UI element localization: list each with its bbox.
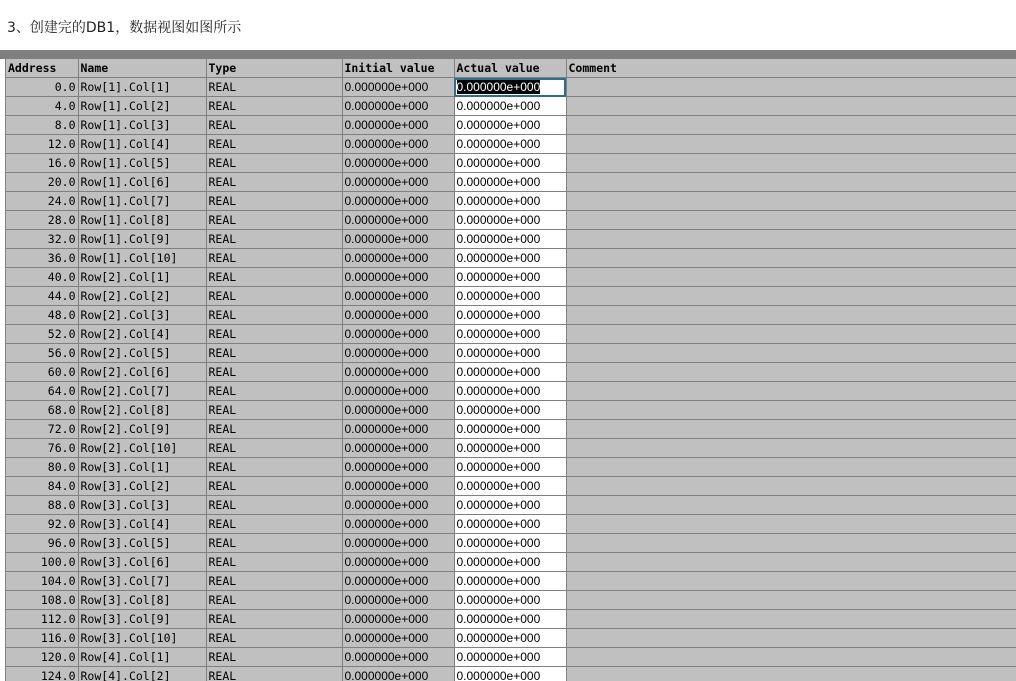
address-cell: 64.0 (6, 382, 78, 401)
table-row[interactable] (6, 553, 1016, 572)
table-row[interactable] (6, 287, 1016, 306)
type-cell: REAL (206, 648, 342, 667)
actual-value-cell[interactable]: 0.000000e+000 (454, 230, 566, 249)
name-cell: Row[4].Col[2] (78, 667, 206, 681)
comment-cell[interactable] (566, 230, 1016, 249)
name-cell: Row[1].Col[9] (78, 230, 206, 249)
column-header-type[interactable]: Type (206, 59, 342, 78)
address-cell: 76.0 (6, 439, 78, 458)
name-cell: Row[3].Col[5] (78, 534, 206, 553)
name-cell: Row[2].Col[4] (78, 325, 206, 344)
actual-value-cell[interactable]: 0.000000e+000 (454, 249, 566, 268)
name-cell: Row[3].Col[7] (78, 572, 206, 591)
actual-value-cell[interactable]: 0.000000e+000 (454, 477, 566, 496)
comment-cell[interactable] (566, 344, 1016, 363)
comment-cell[interactable] (566, 591, 1016, 610)
initial-value-cell: 0.000000e+000 (342, 211, 454, 230)
initial-value-cell: 0.000000e+000 (342, 97, 454, 116)
actual-value-cell[interactable]: 0.000000e+000 (454, 325, 566, 344)
comment-cell[interactable] (566, 154, 1016, 173)
actual-value-cell[interactable]: 0.000000e+000 (454, 135, 566, 154)
initial-value-cell: 0.000000e+000 (342, 249, 454, 268)
actual-value-cell[interactable]: 0.000000e+000 (454, 287, 566, 306)
comment-cell[interactable] (566, 458, 1016, 477)
table-row[interactable] (6, 363, 1016, 382)
type-cell: REAL (206, 553, 342, 572)
type-cell: REAL (206, 287, 342, 306)
actual-value-cell[interactable]: 0.000000e+000 (454, 382, 566, 401)
comment-cell[interactable] (566, 135, 1016, 154)
type-cell: REAL (206, 173, 342, 192)
type-cell: REAL (206, 97, 342, 116)
actual-value-cell[interactable]: 0.000000e+000 (454, 306, 566, 325)
header-row (6, 59, 1016, 78)
address-cell: 36.0 (6, 249, 78, 268)
address-cell: 72.0 (6, 420, 78, 439)
comment-cell[interactable] (566, 382, 1016, 401)
name-cell: Row[1].Col[10] (78, 249, 206, 268)
table-row[interactable] (6, 667, 1016, 681)
comment-cell[interactable] (566, 496, 1016, 515)
actual-value-cell[interactable]: 0.000000e+000 (454, 439, 566, 458)
initial-value-cell: 0.000000e+000 (342, 287, 454, 306)
type-cell: REAL (206, 268, 342, 287)
address-cell: 32.0 (6, 230, 78, 249)
name-cell: Row[2].Col[2] (78, 287, 206, 306)
table-row[interactable] (6, 268, 1016, 287)
comment-cell[interactable] (566, 534, 1016, 553)
name-cell: Row[3].Col[10] (78, 629, 206, 648)
name-cell: Row[2].Col[3] (78, 306, 206, 325)
table-row[interactable] (6, 306, 1016, 325)
table-row[interactable] (6, 382, 1016, 401)
type-cell: REAL (206, 515, 342, 534)
comment-cell[interactable] (566, 648, 1016, 667)
type-cell: REAL (206, 477, 342, 496)
type-cell: REAL (206, 629, 342, 648)
initial-value-cell: 0.000000e+000 (342, 648, 454, 667)
type-cell: REAL (206, 420, 342, 439)
table-row[interactable] (6, 344, 1016, 363)
name-cell: Row[2].Col[5] (78, 344, 206, 363)
name-cell: Row[1].Col[4] (78, 135, 206, 154)
name-cell: Row[3].Col[4] (78, 515, 206, 534)
actual-value-cell[interactable]: 0.000000e+000 (454, 629, 566, 648)
table-row[interactable] (6, 458, 1016, 477)
initial-value-cell: 0.000000e+000 (342, 268, 454, 287)
name-cell: Row[2].Col[9] (78, 420, 206, 439)
initial-value-cell: 0.000000e+000 (342, 458, 454, 477)
table-row[interactable] (6, 572, 1016, 591)
address-cell: 12.0 (6, 135, 78, 154)
name-cell: Row[1].Col[6] (78, 173, 206, 192)
column-header-address[interactable]: Address (6, 59, 78, 78)
actual-value-cell[interactable]: 0.000000e+000 (454, 667, 566, 681)
initial-value-cell: 0.000000e+000 (342, 401, 454, 420)
comment-cell[interactable] (566, 401, 1016, 420)
name-cell: Row[2].Col[10] (78, 439, 206, 458)
type-cell: REAL (206, 306, 342, 325)
selected-text: 0.000000e+000 (456, 80, 541, 94)
initial-value-cell: 0.000000e+000 (342, 610, 454, 629)
type-cell: REAL (206, 249, 342, 268)
comment-cell[interactable] (566, 97, 1016, 116)
type-cell: REAL (206, 325, 342, 344)
caption-text: 3、创建完的DB1，数据视图如图所示 (7, 20, 242, 36)
address-cell: 100.0 (6, 553, 78, 572)
initial-value-cell: 0.000000e+000 (342, 572, 454, 591)
name-cell: Row[1].Col[7] (78, 192, 206, 211)
type-cell: REAL (206, 344, 342, 363)
initial-value-cell: 0.000000e+000 (342, 477, 454, 496)
comment-cell[interactable] (566, 629, 1016, 648)
initial-value-cell: 0.000000e+000 (342, 363, 454, 382)
address-cell: 120.0 (6, 648, 78, 667)
type-cell: REAL (206, 211, 342, 230)
actual-value-cell[interactable]: 0.000000e+000 (454, 97, 566, 116)
actual-value-cell[interactable]: 0.000000e+000 (454, 591, 566, 610)
table-row[interactable] (6, 97, 1016, 116)
name-cell: Row[4].Col[1] (78, 648, 206, 667)
address-cell: 56.0 (6, 344, 78, 363)
address-cell: 112.0 (6, 610, 78, 629)
actual-value-cell[interactable]: 0.000000e+000 (454, 420, 566, 439)
window-frame-bar (0, 50, 1016, 59)
initial-value-cell: 0.000000e+000 (342, 553, 454, 572)
actual-value-cell[interactable] (454, 78, 566, 97)
type-cell: REAL (206, 192, 342, 211)
name-cell: Row[3].Col[2] (78, 477, 206, 496)
type-cell: REAL (206, 534, 342, 553)
comment-cell[interactable] (566, 192, 1016, 211)
name-cell: Row[1].Col[3] (78, 116, 206, 135)
actual-value-cell[interactable]: 0.000000e+000 (454, 344, 566, 363)
actual-value-cell[interactable]: 0.000000e+000 (454, 401, 566, 420)
column-header-actual-value[interactable]: Actual value (454, 59, 566, 78)
table-row[interactable] (6, 192, 1016, 211)
table-row[interactable] (6, 420, 1016, 439)
initial-value-cell: 0.000000e+000 (342, 382, 454, 401)
name-cell: Row[3].Col[6] (78, 553, 206, 572)
table-row[interactable] (6, 154, 1016, 173)
initial-value-cell: 0.000000e+000 (342, 667, 454, 681)
initial-value-cell: 0.000000e+000 (342, 629, 454, 648)
table-row[interactable] (6, 325, 1016, 344)
name-cell: Row[3].Col[9] (78, 610, 206, 629)
column-header-name[interactable]: Name (78, 59, 206, 78)
table-row[interactable] (6, 116, 1016, 135)
column-header-initial-value[interactable]: Initial value (342, 59, 454, 78)
actual-value-cell[interactable]: 0.000000e+000 (454, 610, 566, 629)
type-cell: REAL (206, 439, 342, 458)
address-cell: 28.0 (6, 211, 78, 230)
comment-cell[interactable] (566, 439, 1016, 458)
table-row[interactable] (6, 249, 1016, 268)
initial-value-cell: 0.000000e+000 (342, 116, 454, 135)
comment-cell[interactable] (566, 268, 1016, 287)
actual-value-cell[interactable]: 0.000000e+000 (454, 515, 566, 534)
type-cell: REAL (206, 382, 342, 401)
table-row[interactable] (6, 629, 1016, 648)
name-cell: Row[1].Col[5] (78, 154, 206, 173)
type-cell: REAL (206, 610, 342, 629)
type-cell: REAL (206, 363, 342, 382)
comment-cell[interactable] (566, 78, 1016, 97)
table-row[interactable] (6, 515, 1016, 534)
actual-value-cell[interactable]: 0.000000e+000 (454, 534, 566, 553)
type-cell: REAL (206, 154, 342, 173)
address-cell: 108.0 (6, 591, 78, 610)
table-row[interactable] (6, 78, 1016, 97)
initial-value-cell: 0.000000e+000 (342, 306, 454, 325)
address-cell: 116.0 (6, 629, 78, 648)
initial-value-cell: 0.000000e+000 (342, 78, 454, 97)
name-cell: Row[1].Col[1] (78, 78, 206, 97)
table-row[interactable] (6, 591, 1016, 610)
initial-value-cell: 0.000000e+000 (342, 344, 454, 363)
address-cell: 84.0 (6, 477, 78, 496)
type-cell: REAL (206, 116, 342, 135)
initial-value-cell: 0.000000e+000 (342, 135, 454, 154)
type-cell: REAL (206, 591, 342, 610)
name-cell: Row[3].Col[3] (78, 496, 206, 515)
address-cell: 44.0 (6, 287, 78, 306)
initial-value-cell: 0.000000e+000 (342, 591, 454, 610)
name-cell: Row[2].Col[1] (78, 268, 206, 287)
address-cell: 88.0 (6, 496, 78, 515)
table-row[interactable] (6, 230, 1016, 249)
comment-cell[interactable] (566, 306, 1016, 325)
comment-cell[interactable] (566, 287, 1016, 306)
comment-cell[interactable] (566, 211, 1016, 230)
address-cell: 48.0 (6, 306, 78, 325)
address-cell: 20.0 (6, 173, 78, 192)
actual-value-cell[interactable]: 0.000000e+000 (454, 192, 566, 211)
actual-value-cell[interactable]: 0.000000e+000 (454, 496, 566, 515)
comment-cell[interactable] (566, 249, 1016, 268)
address-cell: 16.0 (6, 154, 78, 173)
comment-cell[interactable] (566, 116, 1016, 135)
initial-value-cell: 0.000000e+000 (342, 534, 454, 553)
name-cell: Row[1].Col[2] (78, 97, 206, 116)
data-table (6, 59, 1016, 681)
name-cell: Row[2].Col[8] (78, 401, 206, 420)
comment-cell[interactable] (566, 515, 1016, 534)
table-row[interactable] (6, 211, 1016, 230)
actual-value-cell[interactable]: 0.000000e+000 (454, 648, 566, 667)
actual-value-cell[interactable]: 0.000000e+000 (454, 363, 566, 382)
table-row[interactable] (6, 648, 1016, 667)
initial-value-cell: 0.000000e+000 (342, 154, 454, 173)
initial-value-cell: 0.000000e+000 (342, 173, 454, 192)
initial-value-cell: 0.000000e+000 (342, 230, 454, 249)
name-cell: Row[3].Col[8] (78, 591, 206, 610)
name-cell: Row[2].Col[6] (78, 363, 206, 382)
initial-value-cell: 0.000000e+000 (342, 420, 454, 439)
type-cell: REAL (206, 135, 342, 154)
address-cell: 0.0 (6, 78, 78, 97)
comment-cell[interactable] (566, 572, 1016, 591)
address-cell: 4.0 (6, 97, 78, 116)
address-cell: 92.0 (6, 515, 78, 534)
type-cell: REAL (206, 78, 342, 97)
address-cell: 80.0 (6, 458, 78, 477)
table-row[interactable] (6, 534, 1016, 553)
comment-cell[interactable] (566, 667, 1016, 681)
initial-value-cell: 0.000000e+000 (342, 496, 454, 515)
actual-value-cell[interactable]: 0.000000e+000 (454, 553, 566, 572)
actual-value-cell[interactable]: 0.000000e+000 (454, 458, 566, 477)
address-cell: 124.0 (6, 667, 78, 681)
actual-value-cell[interactable]: 0.000000e+000 (454, 572, 566, 591)
comment-cell[interactable] (566, 420, 1016, 439)
address-cell: 96.0 (6, 534, 78, 553)
table-row[interactable] (6, 173, 1016, 192)
initial-value-cell: 0.000000e+000 (342, 325, 454, 344)
name-cell: Row[2].Col[7] (78, 382, 206, 401)
comment-cell[interactable] (566, 173, 1016, 192)
name-cell: Row[1].Col[8] (78, 211, 206, 230)
actual-value-cell[interactable]: 0.000000e+000 (454, 154, 566, 173)
comment-cell[interactable] (566, 553, 1016, 572)
initial-value-cell: 0.000000e+000 (342, 192, 454, 211)
table-row[interactable] (6, 496, 1016, 515)
type-cell: REAL (206, 458, 342, 477)
type-cell: REAL (206, 496, 342, 515)
type-cell: REAL (206, 401, 342, 420)
actual-value-cell[interactable]: 0.000000e+000 (454, 268, 566, 287)
initial-value-cell: 0.000000e+000 (342, 439, 454, 458)
table-row[interactable] (6, 401, 1016, 420)
actual-value-cell[interactable]: 0.000000e+000 (454, 116, 566, 135)
table-row[interactable] (6, 610, 1016, 629)
address-cell: 60.0 (6, 363, 78, 382)
table-body (6, 78, 1016, 681)
comment-cell[interactable] (566, 325, 1016, 344)
address-cell: 104.0 (6, 572, 78, 591)
name-cell: Row[3].Col[1] (78, 458, 206, 477)
type-cell: REAL (206, 667, 342, 681)
address-cell: 8.0 (6, 116, 78, 135)
address-cell: 40.0 (6, 268, 78, 287)
type-cell: REAL (206, 572, 342, 591)
table-row[interactable] (6, 135, 1016, 154)
comment-cell[interactable] (566, 610, 1016, 629)
table-row[interactable] (6, 439, 1016, 458)
actual-value-cell[interactable]: 0.000000e+000 (454, 211, 566, 230)
address-cell: 52.0 (6, 325, 78, 344)
address-cell: 68.0 (6, 401, 78, 420)
column-header-comment[interactable]: Comment (566, 59, 1016, 78)
comment-cell[interactable] (566, 363, 1016, 382)
table-row[interactable] (6, 477, 1016, 496)
address-cell: 24.0 (6, 192, 78, 211)
type-cell: REAL (206, 230, 342, 249)
actual-value-cell[interactable]: 0.000000e+000 (454, 173, 566, 192)
db-data-view-table[interactable] (5, 59, 1016, 681)
initial-value-cell: 0.000000e+000 (342, 515, 454, 534)
comment-cell[interactable] (566, 477, 1016, 496)
